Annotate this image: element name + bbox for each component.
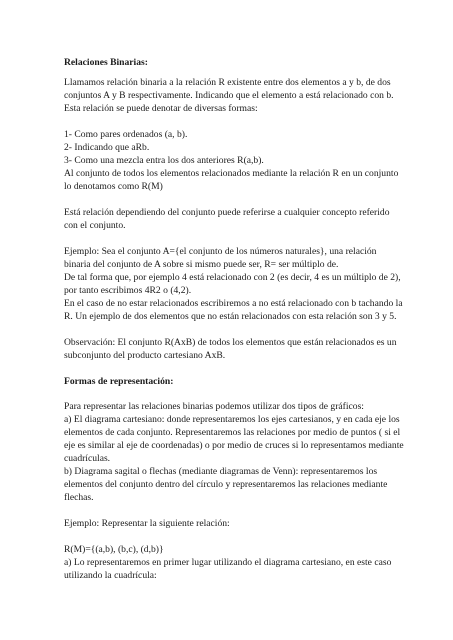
text-line: con el conjunto. (64, 220, 126, 231)
text-line: elementos del conjunto dentro del círculo y representaremos las relaciones mediante (64, 479, 388, 490)
text-line: Está relación dependiendo del conjunto puede referirse a cualquier concepto referido (64, 207, 390, 218)
list-item: 2- Indicando que aRb. (64, 142, 150, 153)
paragraph-relation-set (64, 543, 394, 582)
text-line: Esta relación se puede denotar de diversas formas: (64, 103, 258, 114)
paragraph-graph-types (64, 400, 404, 504)
text-line: cuadrículas. (64, 453, 111, 464)
text-line: Ejemplo: Sea el conjunto A={el conjunto de los números naturales}, una relación (64, 246, 377, 257)
list-item: 1- Como pares ordenados (a, b). (64, 129, 188, 140)
text-line: Observación: El conjunto R(AxB) de todos los elementos que están relacionados es un (64, 337, 397, 348)
text-line: Llamamos relación binaria a la relación R existente entre dos elementos a y b, de dos (64, 77, 391, 88)
paragraph-observation (64, 336, 397, 362)
text-line: lo denotamos como R(M) (64, 181, 163, 192)
text-line: conjuntos A y B respectivamente. Indicando que el elemento a está relacionado con b. (64, 90, 394, 101)
text-line: utilizando la cuadrícula: (64, 570, 157, 581)
section-title-relaciones-binarias: Relaciones Binarias: (64, 57, 148, 68)
text-line: binaria del conjunto de A sobre si mismo puede ser, R= ser múltiplo de. (64, 259, 339, 270)
text-line: En el caso de no estar relacionados escribiremos a no está relacionado con b tachando la (64, 298, 403, 309)
list-item: 3- Como una mezcla entra los dos anteriores R(a,b). (64, 155, 264, 166)
text-line: R. Un ejemplo de dos elementos que no están relacionados con esta relación son 3 y 5. (64, 311, 397, 322)
text-line: a) Lo representaremos en primer lugar utilizando el diagrama cartesiano, en este caso (64, 557, 392, 568)
text-line: elementos de cada conjunto. Representaremos las relaciones por medio de puntos ( si el (64, 427, 401, 438)
text-line: Al conjunto de todos los elementos relacionados mediante la relación R en un conjunto (64, 168, 399, 179)
paragraph-example-prompt (64, 517, 394, 530)
paragraph-definition (64, 76, 394, 115)
paragraph-notation-list (64, 128, 399, 193)
paragraph-concept (64, 206, 394, 232)
paragraph-example (64, 245, 403, 323)
text-line: flechas. (64, 492, 94, 503)
text-line: R(M)={(a,b), (b,c), (d,b)} (64, 544, 164, 555)
text-line: Para representar las relaciones binarias podemos utilizar dos tipos de gráficos: (64, 401, 364, 412)
text-line: Ejemplo: Representar la siguiente relación: (64, 518, 230, 529)
text-line: b) Diagrama sagital o flechas (mediante diagramas de Venn): representaremos los (64, 466, 378, 477)
document-body (64, 56, 404, 595)
text-line: eje es similar al eje de coordenadas) o por medio de cruces si lo representamos mediante (64, 440, 404, 451)
section-title-formas-de-representacion: Formas de representación: (64, 376, 174, 387)
text-line: subconjunto del producto cartesiano AxB. (64, 350, 226, 361)
text-line: De tal forma que, por ejemplo 4 está relacionado con 2 (es decir, 4 es un múltiplo de 2), (64, 272, 401, 283)
text-line: por tanto escribimos 4R2 o (4,2). (64, 285, 192, 296)
text-line: a) El diagrama cartesiano: donde representaremos los ejes cartesianos, y en cada eje los (64, 414, 400, 425)
